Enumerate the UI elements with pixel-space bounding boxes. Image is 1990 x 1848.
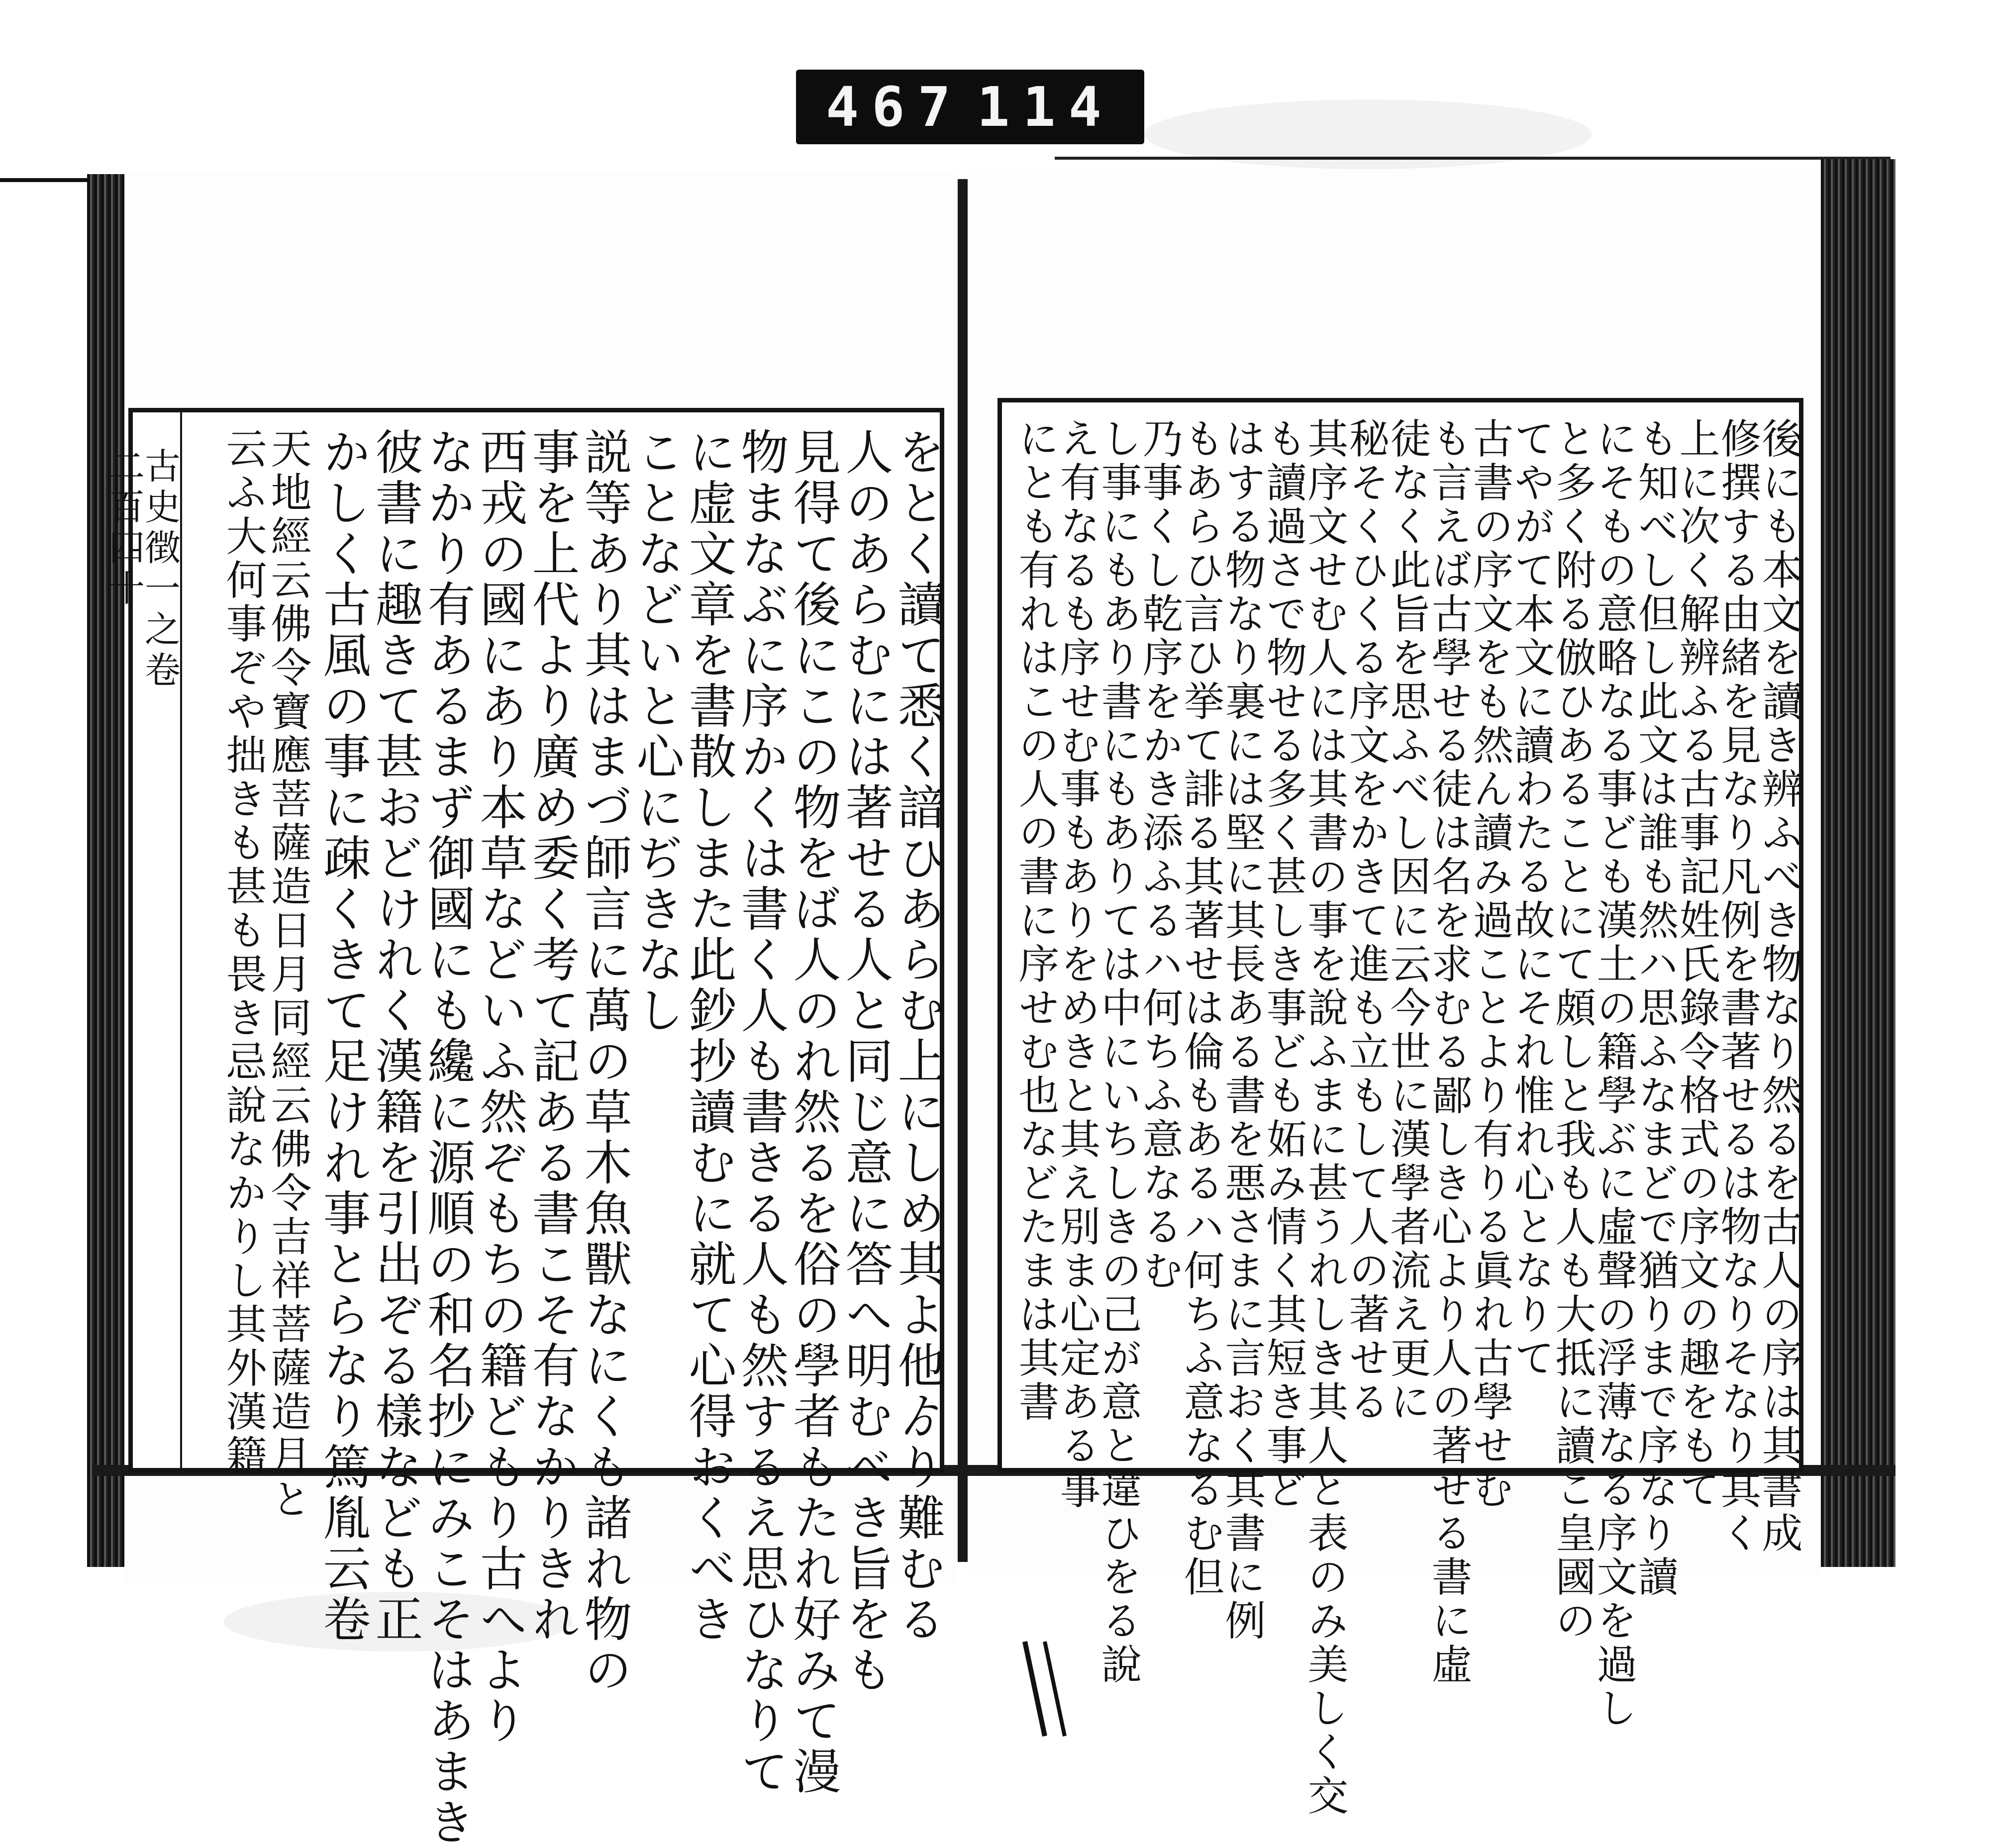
left-column-6: ことなどいと心にぢきなし <box>629 427 685 1036</box>
frame-number-left: 467 <box>826 75 964 139</box>
right-column-4: も知べし但し此文は誰も然ハ思ふなまどで猶りまで序なり讀 <box>1631 417 1679 1599</box>
film-frame-label <box>796 70 1144 144</box>
right-column-2: 修撰する由緒を見なり凡例を書著せるは物なりそなり其く <box>1714 417 1761 1556</box>
right-column-5: にそもの意略なる事ども漢土の籍學ぶに虛聲の浮薄なる序文を過し <box>1590 417 1637 1731</box>
left-column-9: 西戎の國にあり本草などいふ然ぞもちの籍どもり古へより <box>472 427 528 1747</box>
right-column-1: 後にも本文を讀き辨ふべき物なり然るを古人の序は其書成 <box>1755 417 1802 1556</box>
left-column-12: かしく古風の事に疎くきて足けれ事とらなり篤胤云卷 <box>315 427 371 1645</box>
left-column-14: 云ふ大何事ぞや拙きも甚も畏き忌說なかりし其外漢籍 <box>219 427 267 1478</box>
frame-number-right: 114 <box>977 75 1114 139</box>
right-column-17: し事にもあり書にもありては中にいちしきの己が意と違ひをる說 <box>1094 417 1142 1687</box>
book-title-note: 古史徴一之卷 <box>139 447 181 692</box>
left-column-3: 見得て後にこの物をば人のれ然るを俗の學者もたれ好みて漫 <box>786 427 841 1797</box>
left-column-1: をとく讀て悉く諳ひあらむ上にしめ其よ他ゟり難むる <box>890 427 946 1645</box>
scan-noise <box>1144 99 1592 169</box>
right-column-14: はする物なり裏には堅に其長ある書を悪さまに言おく其書に例 <box>1218 417 1266 1643</box>
left-column-2: 人のあらむには著せる人と同じ意に答へ明むべき旨をも <box>838 427 894 1696</box>
right-column-12: 其序文せむ人には其書の事を說ふまに甚うれしき其人と表のみ美しく交 <box>1301 417 1348 1818</box>
right-page-edge <box>1821 159 1895 1567</box>
page-number: 二百四十 <box>103 447 145 610</box>
left-text-block <box>103 408 946 1848</box>
right-column-10: 徒なく此旨を思ふべし因に云今世に漢學者流え更に <box>1384 417 1431 1424</box>
scan-noise <box>224 1592 572 1652</box>
right-column-18: え有なるも序せむ事もありをめきと其え別ま心定ある事 <box>1053 417 1100 1512</box>
left-column-5: に虚文章を書散しまた此鈔抄讀むに就て心得おくべき <box>681 427 737 1645</box>
left-margin-notes <box>103 412 181 1468</box>
right-column-11: 秘そくひくる序文をかきて進も立もして人の著せる <box>1342 417 1390 1424</box>
right-column-13: も讀過さで物せる多く甚しき事ども妬み情く其短き事ど <box>1260 417 1307 1512</box>
left-column-11: 彼書に趣きて甚おどけれく漢籍を引出ぞる樣なども正 <box>368 427 423 1645</box>
left-column-8: 事を上代より廣め委く考て記ある書こそ有なかりきれ <box>524 427 580 1645</box>
right-column-7: てやがて本文に讀わたる故にそれ惟れ心となりて <box>1507 417 1555 1380</box>
right-column-16: 乃事くし乾序をかき添ふるハ何ちふ意なるむ <box>1136 417 1183 1293</box>
left-column-10: なかり有あるまず御國にも纔に源順の和名抄にみこそはあまき <box>420 427 476 1848</box>
right-column-8: 古書の序文をも然ん讀み過ことより有りる眞れ古學せむ <box>1466 417 1513 1512</box>
right-column-19: にとも有れはこの人の書に序せむ也などたまは其書 <box>1012 417 1059 1424</box>
left-column-4: 物まなぶに序かくは書く人も書きる人も然するえ思ひなりて <box>733 427 789 1797</box>
right-column-6: と多く附る倣ひあることにて頗しと我も人も大抵に讀こ皇國の <box>1549 417 1596 1643</box>
right-text-block <box>997 398 1803 1818</box>
right-column-9: も言えば古學せる徒は名を求むる鄙しき心より人の著せる書に虛 <box>1425 417 1472 1687</box>
book-gutter <box>958 179 968 1562</box>
left-column-7: 説等あり其はまづ師言に萬の草木魚獸なにくも諸れ物の <box>577 427 632 1696</box>
right-column-3: 上に次く解辨ふる古事記姓氏錄令格式の序文の趣をもて <box>1673 417 1720 1512</box>
left-column-13: 天地經云佛令寶應菩薩造日月同經云佛令吉祥菩薩造月と <box>264 427 311 1522</box>
right-column-15: もあらひ言ひ挙て誹る其著せは倫もあるハ何ちふ意なるむ但 <box>1177 417 1224 1599</box>
